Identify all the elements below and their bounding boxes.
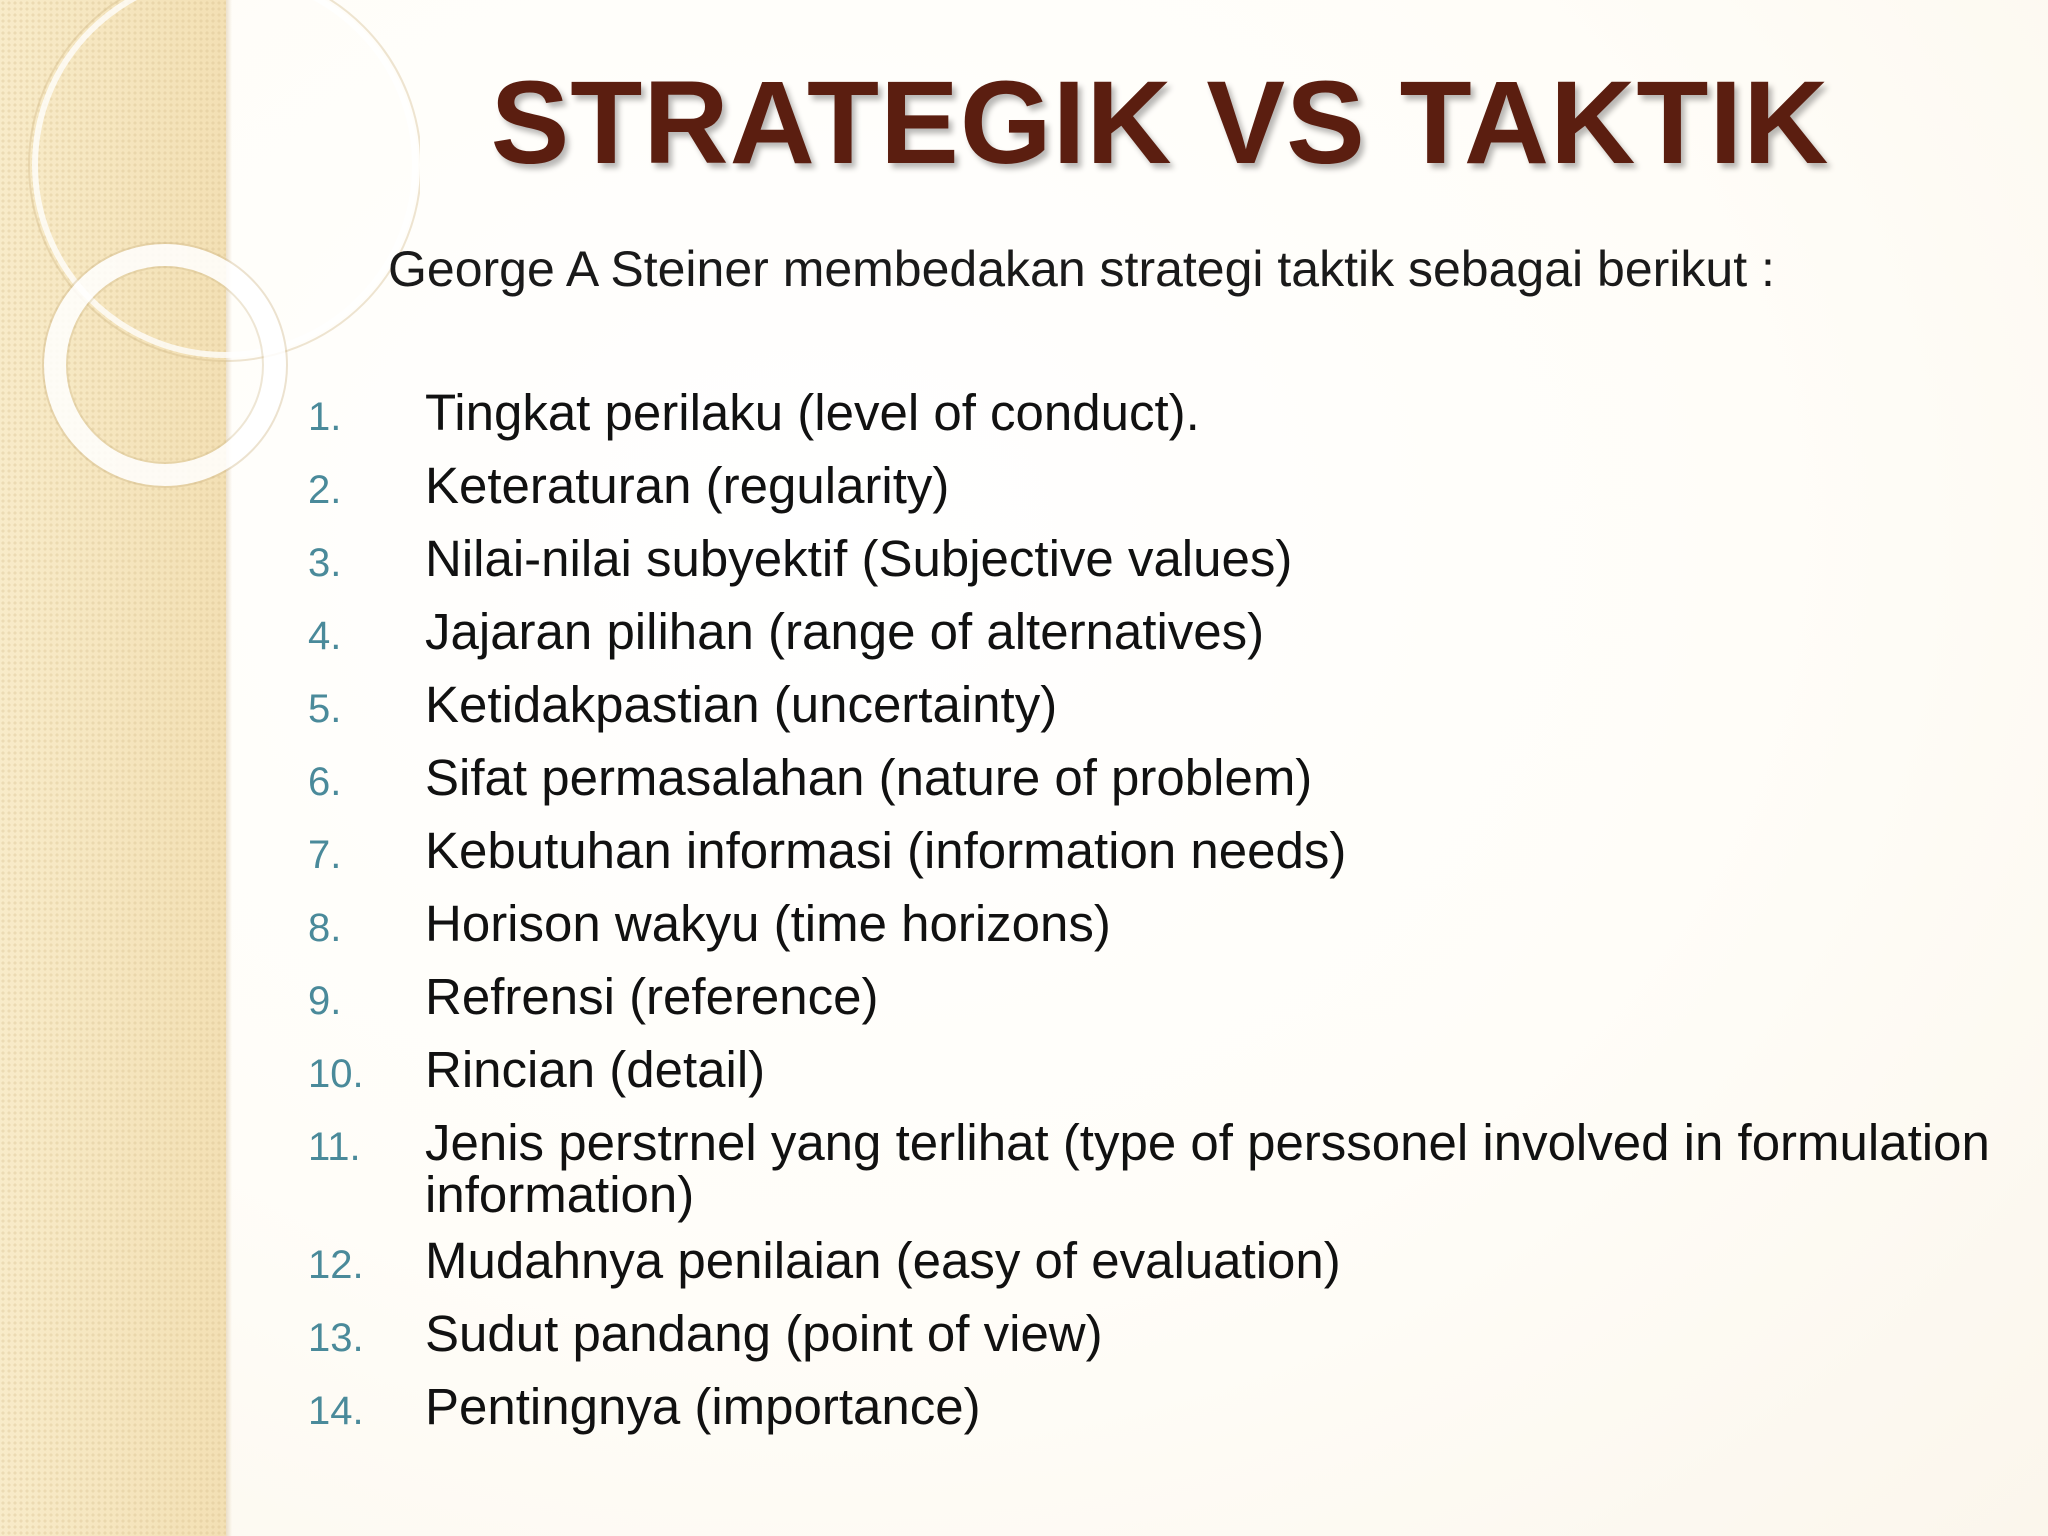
side-band-edge bbox=[226, 0, 232, 1536]
list-item-number: 1. bbox=[308, 395, 342, 439]
decorative-side-band bbox=[0, 0, 226, 1536]
list-item-text: Tingkat perilaku (level of conduct). bbox=[425, 384, 1200, 441]
list-item bbox=[300, 1232, 2000, 1294]
numbered-list bbox=[300, 384, 2000, 1451]
list-item-number: 13. bbox=[308, 1316, 364, 1360]
list-item-text: Kebutuhan informasi (information needs) bbox=[425, 822, 1347, 879]
list-item-text: Ketidakpastian (uncertainty) bbox=[425, 676, 1058, 733]
list-item bbox=[300, 676, 2000, 738]
list-item-text: Mudahnya penilaian (easy of evaluation) bbox=[425, 1232, 1341, 1289]
list-item-text: Keteraturan (regularity) bbox=[425, 457, 950, 514]
list-item-text: Jajaran pilihan (range of alternatives) bbox=[425, 603, 1265, 660]
list-item-text: Sudut pandang (point of view) bbox=[425, 1305, 1103, 1362]
list-item-text: Pentingnya (importance) bbox=[425, 1378, 981, 1435]
list-item-text: Sifat permasalahan (nature of problem) bbox=[425, 749, 1313, 806]
list-item-number: 7. bbox=[308, 833, 342, 877]
list-item bbox=[300, 1305, 2000, 1367]
list-item bbox=[300, 749, 2000, 811]
list-item bbox=[300, 530, 2000, 592]
slide-subtitle: George A Steiner membedakan strategi taktik sebagai berikut : bbox=[388, 241, 1775, 297]
list-item bbox=[300, 603, 2000, 665]
list-item bbox=[300, 1378, 2000, 1440]
list-item-text: Rincian (detail) bbox=[425, 1041, 766, 1098]
list-item-number: 5. bbox=[308, 687, 342, 731]
list-item bbox=[300, 822, 2000, 884]
list-item-number: 14. bbox=[308, 1389, 364, 1433]
list-item bbox=[300, 384, 2000, 446]
list-item bbox=[300, 968, 2000, 1030]
list-item-number: 4. bbox=[308, 614, 342, 658]
list-item-number: 10. bbox=[308, 1052, 364, 1096]
list-item-text: Refrensi (reference) bbox=[425, 968, 879, 1025]
list-item-number: 12. bbox=[308, 1243, 364, 1287]
list-item-number: 8. bbox=[308, 906, 342, 950]
slide-title: STRATEGIK VS TAKTIK bbox=[490, 57, 1830, 189]
list-item-text: Jenis perstrnel yang terlihat (type of perssonel involved in formulation information) bbox=[425, 1114, 1990, 1223]
list-item bbox=[300, 1114, 2000, 1221]
list-item bbox=[300, 457, 2000, 519]
list-item-number: 2. bbox=[308, 468, 342, 512]
list-item bbox=[300, 1041, 2000, 1103]
list-item-number: 11. bbox=[308, 1125, 361, 1169]
list-item-text: Horison wakyu (time horizons) bbox=[425, 895, 1111, 952]
list-item-number: 3. bbox=[308, 541, 342, 585]
list-item bbox=[300, 895, 2000, 957]
list-item-number: 9. bbox=[308, 979, 342, 1023]
list-item-number: 6. bbox=[308, 760, 342, 804]
list-item-text: Nilai-nilai subyektif (Subjective values) bbox=[425, 530, 1293, 587]
